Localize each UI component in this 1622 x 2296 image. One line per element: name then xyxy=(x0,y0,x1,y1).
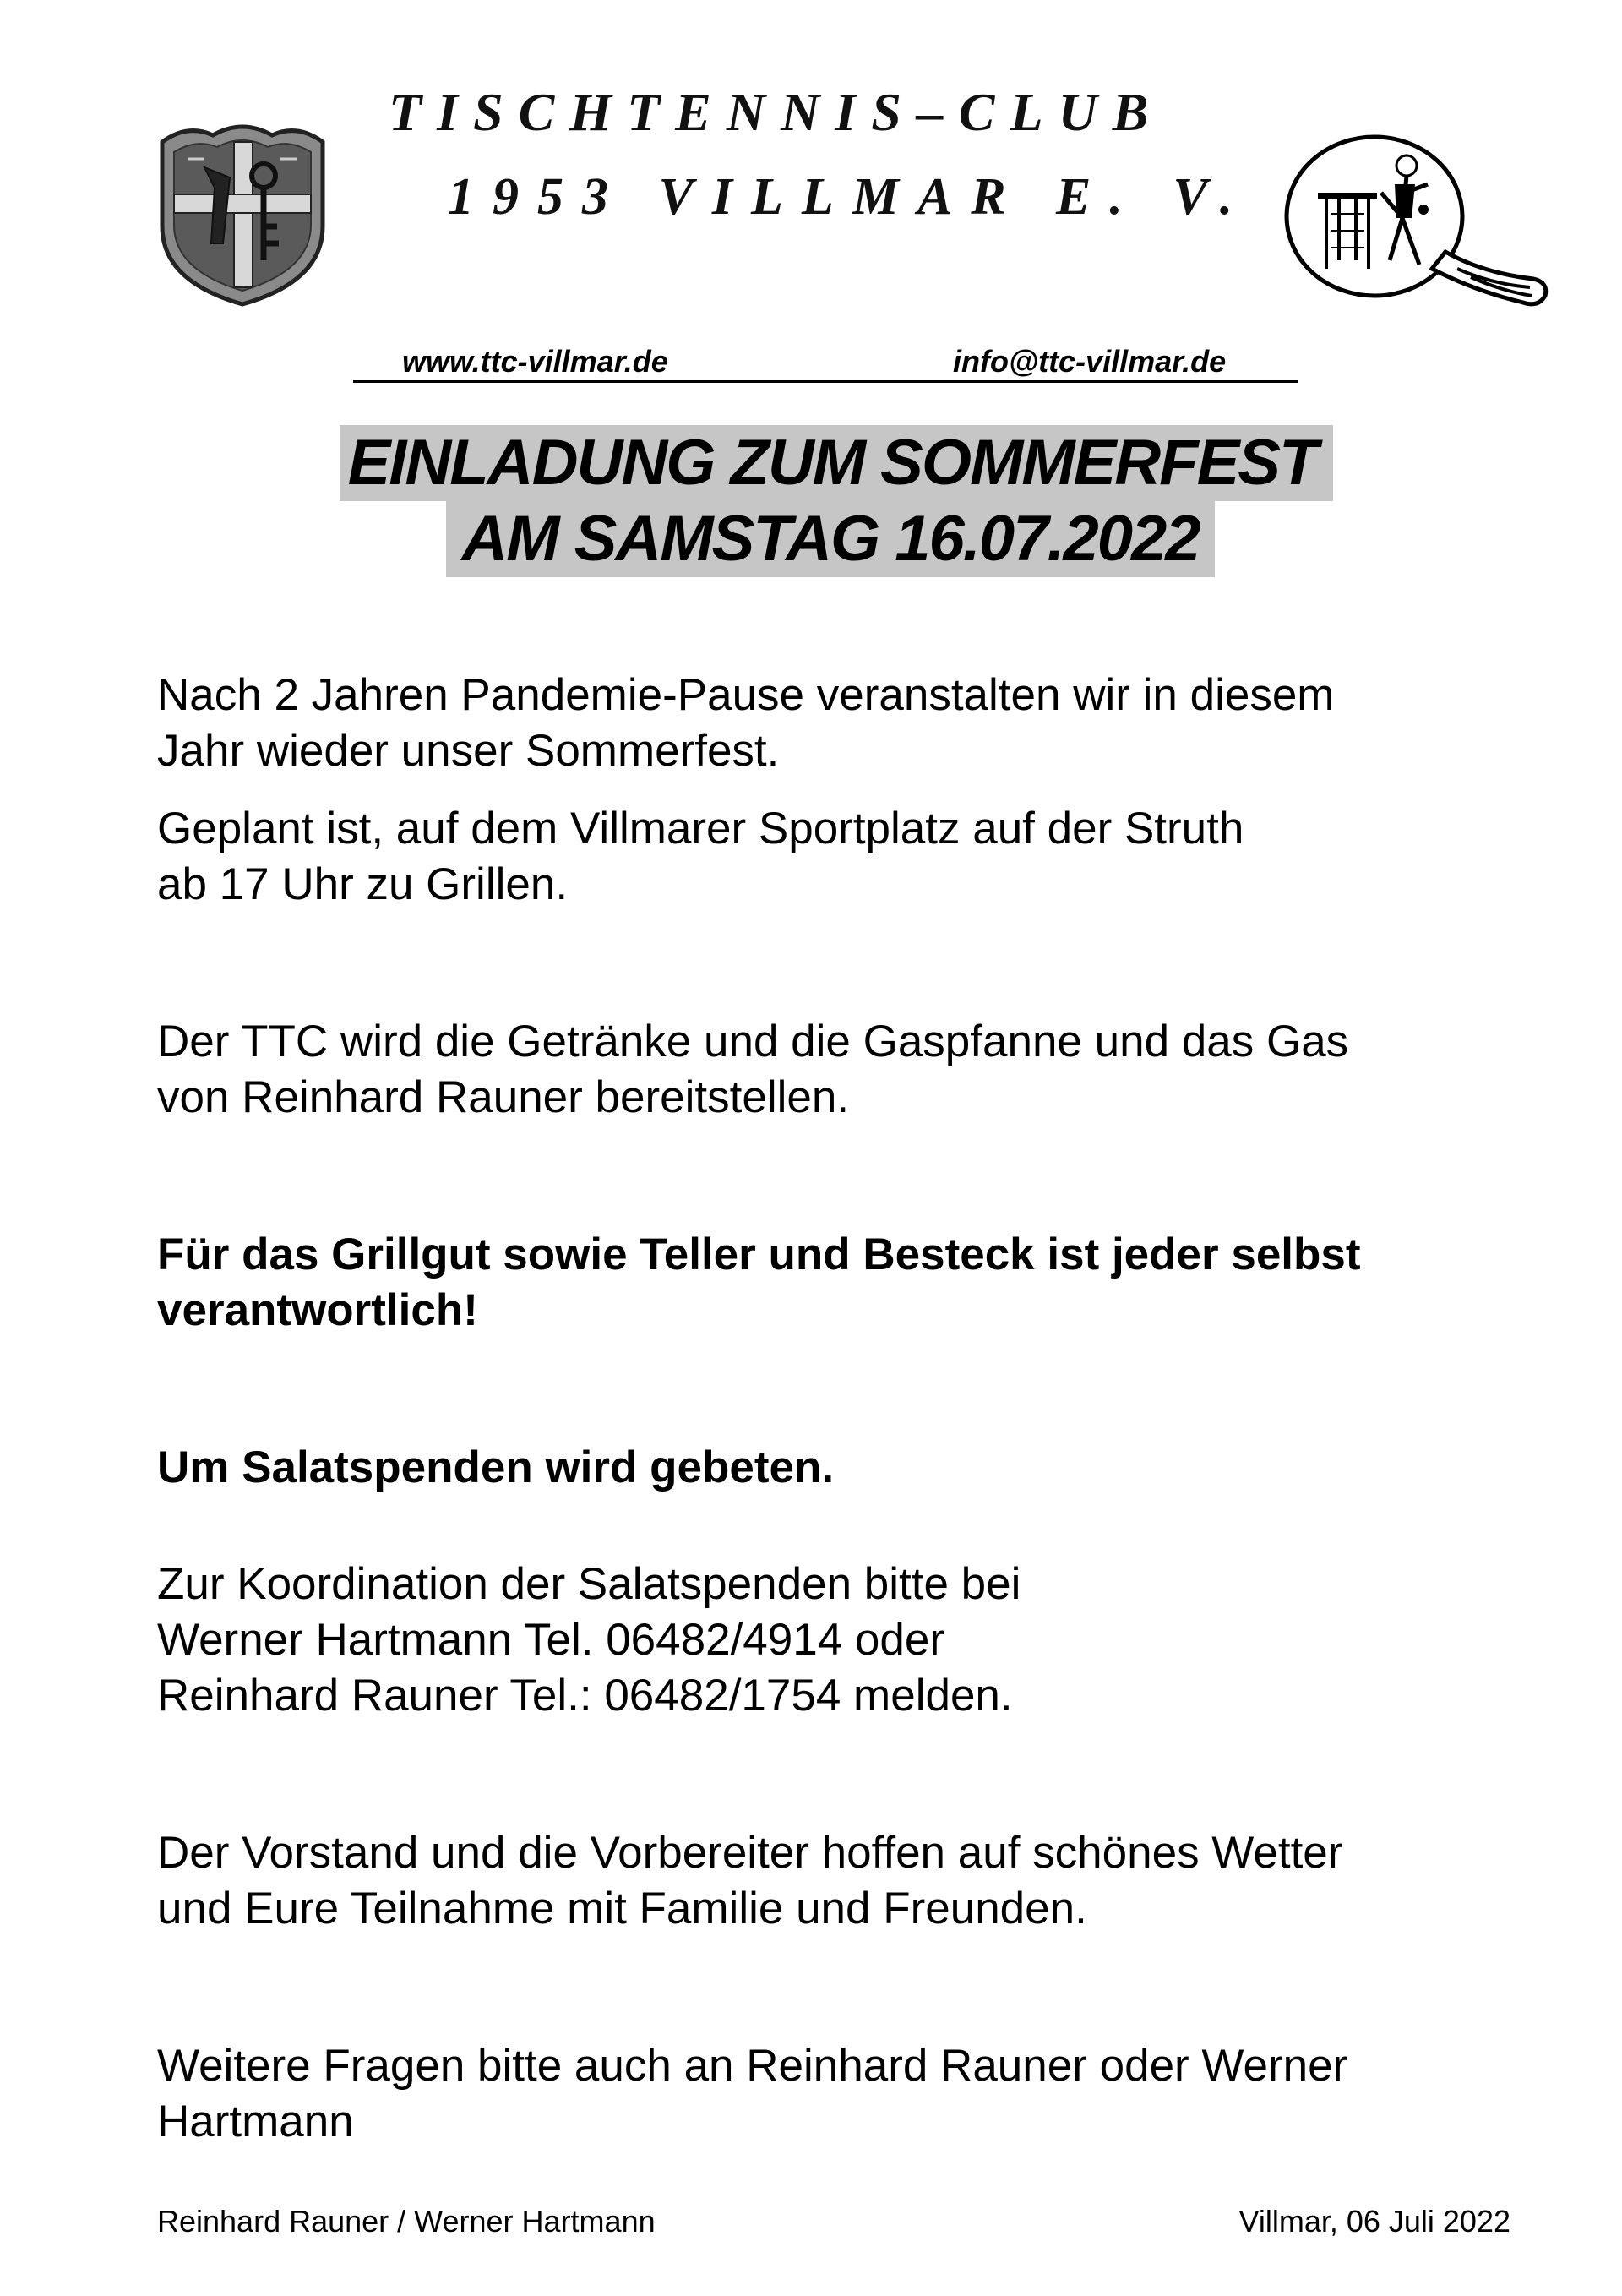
club-name-line2: 1953 VILLMAR E. V. xyxy=(448,168,1252,226)
paragraph-line: Nach 2 Jahren Pandemie-Pause veranstalten wir in diesem xyxy=(157,670,1335,720)
club-name-line1: TISCHTENNIS–CLUB xyxy=(389,82,1164,142)
website-link[interactable]: www.ttc-villmar.de xyxy=(402,344,668,379)
headline-line1: EINLADUNG ZUM SOMMERFEST xyxy=(0,425,1622,501)
footer-authors: Reinhard Rauner / Werner Hartmann xyxy=(157,2204,656,2239)
footer-place-date: Villmar, 06 Juli 2022 xyxy=(1238,2204,1510,2239)
paragraph-line: Geplant ist, auf dem Villmarer Sportplatz auf der Struth xyxy=(157,804,1244,854)
paragraph-line: Zur Koordination der Salatspenden bitte bei xyxy=(157,1559,1021,1609)
paragraph-line: Weitere Fragen bitte auch an Reinhard Rauner oder Werner xyxy=(157,2041,1348,2091)
headline-line2: AM SAMSTAG 16.07.2022 xyxy=(0,501,1622,577)
paragraph-line: Der TTC wird die Getränke und die Gaspfanne und das Gas xyxy=(157,1017,1349,1066)
paragraph-line: Werner Hartmann Tel. 06482/4914 oder xyxy=(157,1615,945,1665)
paragraph-line-bold: Für das Grillgut sowie Teller und Besteck ist jeder selbst xyxy=(157,1230,1361,1279)
paragraph-line-bold: verantwortlich! xyxy=(157,1285,478,1335)
paragraph-line-bold: Um Salatspenden wird gebeten. xyxy=(157,1442,835,1492)
paragraph-line: von Reinhard Rauner bereitstellen. xyxy=(157,1072,850,1122)
coat-of-arms-icon xyxy=(154,117,331,307)
paragraph-line: Hartmann xyxy=(157,2097,354,2146)
contact-links xyxy=(353,342,1298,383)
paragraph-line: Jahr wieder unser Sommerfest. xyxy=(157,726,780,776)
paragraph-line: ab 17 Uhr zu Grillen. xyxy=(157,859,569,909)
paragraph-line: und Eure Teilnahme mit Familie und Freunden. xyxy=(157,1884,1087,1933)
table-tennis-paddle-icon xyxy=(1280,134,1550,319)
email-link[interactable]: info@ttc-villmar.de xyxy=(953,344,1227,379)
paragraph-line: Der Vorstand und die Vorbereiter hoffen auf schönes Wetter xyxy=(157,1828,1343,1878)
paragraph-line: Reinhard Rauner Tel.: 06482/1754 melden. xyxy=(157,1671,1013,1721)
